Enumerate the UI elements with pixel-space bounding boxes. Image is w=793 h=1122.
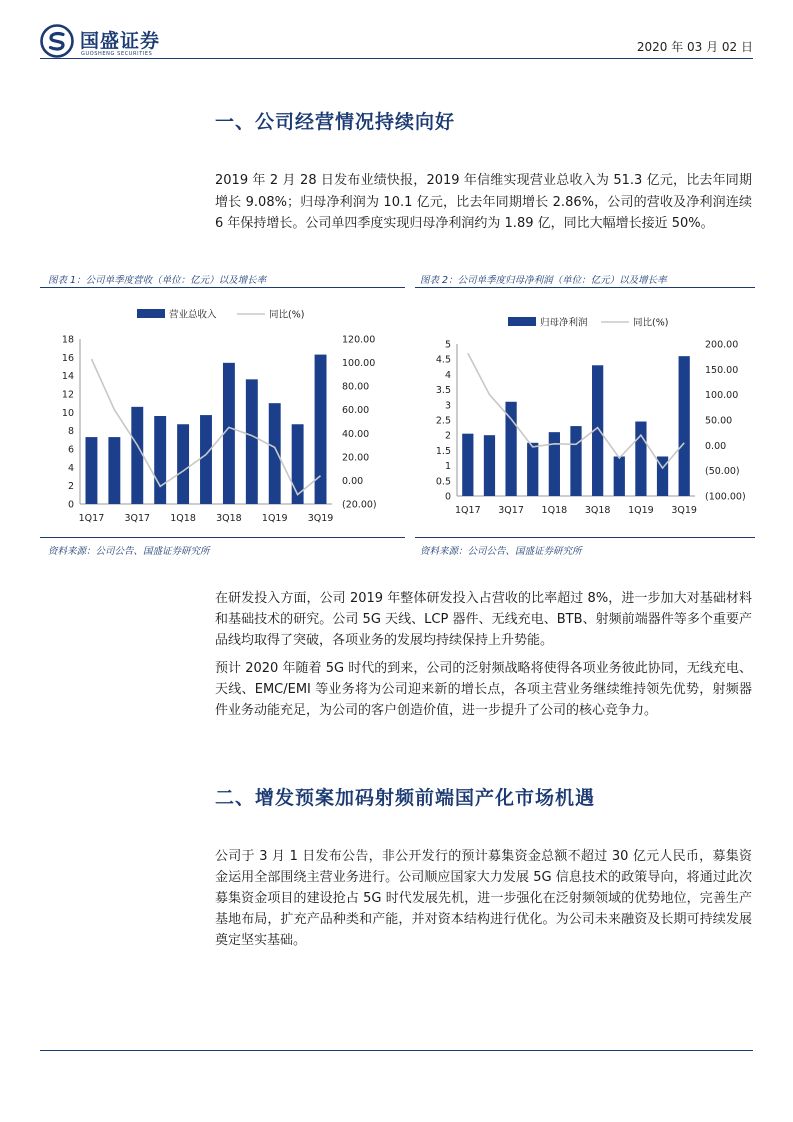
chart-1-bar [177,424,189,504]
chart-2-x-tick: 3Q17 [498,505,524,516]
chart-1-x-tick: 1Q17 [78,513,105,524]
brand-logo-icon [40,24,74,58]
chart-1-y-left-tick: 12 [61,389,74,401]
figure-1-caption-rule [40,287,405,288]
chart-1-x-tick: 3Q18 [216,513,242,524]
chart-2-y-left-tick: 4.5 [435,354,451,366]
figure-2-chart [415,292,755,532]
header-divider [40,58,753,59]
brand-name-en: GUOSHENG SECURITIES [81,51,153,57]
chart-1-y-left-tick: 14 [61,371,74,383]
chart-2-bar [635,422,646,496]
chart-2-y-left-tick: 3 [444,400,451,412]
chart-1-legend-line-label: 同比(%) [269,309,305,321]
chart-1-bar [108,437,120,504]
chart-1-x-tick: 1Q19 [261,513,288,524]
chart-2-y-left-tick: 4 [444,369,451,381]
chart-1-bar [315,355,327,504]
chart-1-y-right-tick: 60.00 [342,405,370,417]
chart-2-bar [679,356,690,496]
chart-2-bar [527,443,538,496]
chart-2-bar [505,402,516,496]
section-1-title: 一、公司经营情况持续向好 [215,111,456,133]
brand-logo [40,22,200,62]
chart-1-y-right-tick: (20.00) [342,499,377,511]
chart-1-bar [246,379,258,504]
figure-2-caption: 图表 2：公司单季度归母净利润（单位：亿元）以及增长率 [420,275,667,286]
section-1-paragraph-1: 2019 年 2 月 28 日发布业绩快报，2019 年信维实现营业总收入为 51.3 亿元，比去年同期增长 9.08%；归母净利润为 10.1 亿元，比去年同期增长 2.86%，公司的营收及净利润连续 6 年保持增长。公司单四季度实现归母净利润约为 1.89 亿，同比大幅增长接近 50%。 [215,173,752,232]
chart-2-y-left-tick: 0 [444,491,451,503]
chart-1-legend-bar-swatch [137,309,165,318]
chart-2-y-left-tick: 0.5 [435,476,451,488]
brand-name: 国盛证券 [80,30,161,52]
figure-2-source-rule [415,537,755,538]
chart-2-bar [549,432,560,496]
chart-1-x-tick: 3Q17 [124,513,151,524]
chart-1-y-left-tick: 4 [67,462,74,474]
chart-1-bar [269,403,281,504]
figure-2-source: 资料来源：公司公告、国盛证券研究所 [420,546,582,557]
figure-1-chart [40,292,405,532]
chart-2-y-left-tick: 2 [444,430,451,442]
chart-1-y-left-tick: 18 [61,334,74,346]
figure-2-caption-rule [415,287,755,288]
chart-2-y-right-tick: 50.00 [705,415,733,427]
chart-1-y-right-tick: 40.00 [342,428,370,440]
chart-1-y-right-tick: 100.00 [342,358,376,370]
chart-1-y-right-tick: 120.00 [342,334,376,346]
chart-1-legend-bar-label: 营业总收入 [169,309,217,321]
chart-2-bar [484,435,495,496]
chart-2-y-right-tick: 150.00 [705,364,739,376]
chart-2-x-tick: 1Q19 [628,505,654,516]
chart-2-y-left-tick: 1 [444,461,451,473]
chart-2-x-tick: 1Q18 [541,505,568,516]
chart-2-legend-line-label: 同比(%) [633,317,669,329]
chart-2-y-right-tick: 100.00 [705,390,739,402]
section-2-paragraph-1: 公司于 3 月 1 日发布公告，非公开发行的预计募集资金总额不超过 30 亿元人民币，募集资金运用全部围绕主营业务进行。公司顺应国家大力发展 5G 信息技术的政策导向，将通过此次募集资金项目的建设抢占 5G 时代发展先机，进一步强化在泛射频领域的优势地位，完善生产基地布局，扩充产品种类和产能，并对资本结构进行优化。为公司未来融资及长期可持续发展奠定坚实基础。 [215,849,752,948]
chart-2-x-tick: 1Q17 [455,505,481,516]
chart-2-y-right-tick: 0.00 [705,440,727,452]
chart-2-bar [614,456,625,496]
chart-1-bar [200,415,212,504]
chart-2-y-left-tick: 1.5 [435,445,451,457]
chart-2-bar [570,426,581,496]
chart-1-y-left-tick: 0 [67,499,74,511]
chart-1-y-right-tick: 0.00 [342,475,364,487]
chart-2-y-right-tick: (100.00) [705,491,746,503]
chart-1-bar [154,416,166,504]
chart-1-y-left-tick: 8 [67,426,74,438]
chart-1-x-tick: 3Q19 [307,513,334,524]
section-1-paragraph-3: 预计 2020 年随着 5G 时代的到来，公司的泛射频战略将使得各项业务彼此协同，无线充电、天线、EMC/EMI 等业务将为公司迎来新的增长点，各项主营业务继续维持领先优势，射频器件业务动能充足，为公司的客户创造价值，进一步提升了公司的核心竞争力。 [215,661,752,718]
chart-1-y-left-tick: 2 [67,481,74,493]
chart-1-bar [85,437,97,504]
chart-1-y-right-tick: 20.00 [342,452,370,464]
chart-2-x-tick: 3Q19 [671,505,697,516]
chart-2-legend-bar-label: 归母净利润 [540,317,588,329]
figure-1-source: 资料来源：公司公告、国盛证券研究所 [48,546,210,557]
chart-2-y-left-tick: 5 [444,339,451,351]
chart-1-bar [131,407,143,504]
report-date: 2020 年 03 月 02 日 [636,40,753,54]
chart-1-y-left-tick: 16 [61,352,74,364]
chart-2-y-left-tick: 2.5 [435,415,451,427]
chart-2-bar [462,434,473,496]
chart-2-y-left-tick: 3.5 [435,385,451,397]
section-2-title: 二、增发预案加码射频前端国产化市场机遇 [215,787,596,809]
chart-2-legend-bar-swatch [508,317,536,326]
section-1-paragraph-2: 在研发投入方面，公司 2019 年整体研发投入占营收的比率超过 8%，进一步加大对基础材料和基础技术的研究。公司 5G 天线、LCP 器件、无线充电、BTB、射频前端器件等多个重要产品线均取得了突破，各项业务的发展均持续保持上升势能。 [215,591,752,648]
chart-2-y-right-tick: 200.00 [705,339,739,351]
chart-2-y-right-tick: (50.00) [705,466,740,478]
figure-1-source-rule [40,537,405,538]
footer-divider [40,1050,753,1051]
chart-2-x-tick: 3Q18 [584,505,611,516]
chart-1-y-left-tick: 10 [61,407,74,419]
chart-1-y-right-tick: 80.00 [342,381,370,393]
chart-1-x-tick: 1Q18 [170,513,196,524]
figure-1-caption: 图表 1：公司单季度营收（单位：亿元）以及增长率 [48,275,267,286]
chart-1-y-left-tick: 6 [67,444,74,456]
